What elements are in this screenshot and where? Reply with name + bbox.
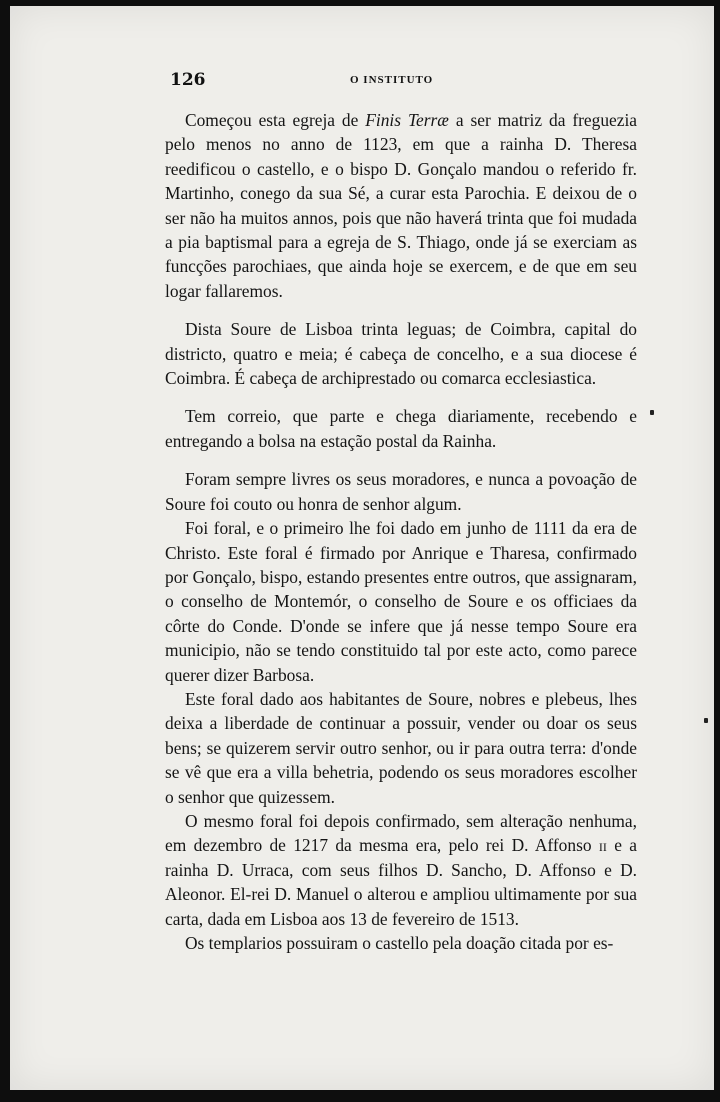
paragraph: Tem correio, que parte e chega diariamente, recebendo e entregando a bolsa na estação postal da Rainha. — [165, 406, 637, 451]
text-run: O mesmo foral foi depois confirmado, sem alteração nenhuma, em dezembro de 1217 da mesma era, pelo rei D. Affonso — [165, 810, 637, 856]
text-run: a ser matriz da freguezia pelo menos no anno de 1123, em que a rainha D. Theresa reedificou o castello, e o bispo D. Gonçalo mandou o referido fr. Martinho, conego da sua Sé, a curar esta Parochia. E deixou de o ser não ha muitos annos, pois que não haverá trinta que foi mudada a pia baptismal para a egreja de S. Thiago, onde já se exerciam as funcções parochiaes, que ainda hoje se exercem, e de que em seu logar fallaremos. — [165, 110, 638, 301]
body-text — [165, 108, 637, 955]
text-run: e a rainha D. Urraca, com seus filhos D. Sancho, D. Affonso e D. Aleonor. El-rei D. Manuel o alterou e ampliou ultimamente por sua carta, dada em Lisboa aos 13 de fevereiro de 1513. — [165, 835, 637, 929]
italic-text: Finis Terræ — [365, 110, 449, 130]
page-number: 126 — [170, 70, 206, 90]
paragraph: Os templarios possuiram o castello pela doação citada por es- — [185, 933, 614, 953]
page-header — [160, 70, 640, 90]
paragraph: Dista Soure de Lisboa trinta leguas; de Coimbra, capital do districto, quatro e meia; é cabeça de concelho, e a sua diocese é Coimbra. É cabeça de archiprestado ou comarca ecclesiastica. — [165, 319, 637, 389]
paragraph — [165, 809, 637, 931]
smallcaps-text: ii — [598, 835, 607, 856]
ink-speck — [704, 718, 708, 723]
paragraph: Este foral dado aos habitantes de Soure, nobres e plebeus, lhes deixa a liberdade de continuar a possuir, vender ou doar os seus bens; se quizerem servir outro senhor, ou ir para outra terra: d'onde se vê que era a villa behetria, podendo os seus moradores escolher o senhor que quizessem. — [165, 688, 637, 807]
paragraph: Foram sempre livres os seus moradores, e nunca a povoação de Soure foi couto ou honra de senhor algum. — [165, 469, 637, 514]
text-run: Começou esta egreja de — [185, 110, 366, 130]
paragraph: Foi foral, e o primeiro lhe foi dado em junho de 1111 da era de Christo. Este foral é firmado por Anrique e Tharesa, confirmado por Gonçalo, bispo, estando presentes entre outros, que assignaram, o conselho de Montemór, o conselho de Soure e os officiaes da côrte do Conde. D'onde se infere que já nesse tempo Soure era municipio, não se tendo constituido tal por este acto, como parece querer dizer Barbosa. — [165, 518, 637, 685]
ink-speck — [650, 410, 654, 415]
running-title: O INSTITUTO — [350, 74, 434, 86]
paragraph — [165, 108, 637, 303]
